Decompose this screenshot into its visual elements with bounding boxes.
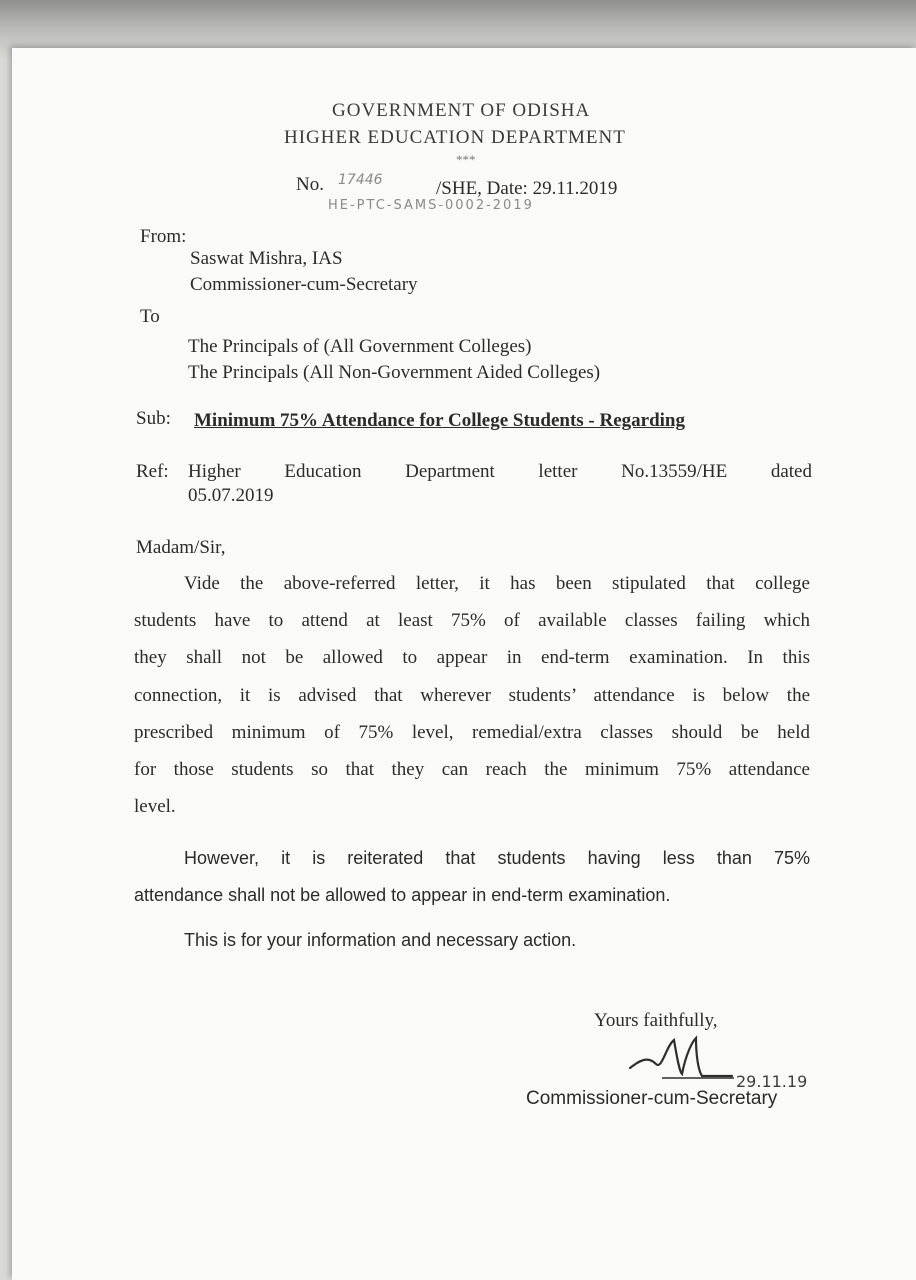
subject-text: Minimum 75% Attendance for College Students - Regarding (194, 410, 685, 431)
paragraph-1-line: level. (134, 796, 176, 818)
reference-text-line-2: 05.07.2019 (188, 485, 274, 506)
header-government: GOVERNMENT OF ODISHA (332, 100, 591, 121)
paragraph-1-line: they shall not be allowed to appear in end-term examination. In this (134, 647, 810, 669)
letter-page (12, 48, 916, 1280)
file-reference: HE-PTC-SAMS-0002-2019 (328, 198, 534, 213)
letter-number-handwritten: 17446 (338, 172, 383, 188)
from-label: From: (140, 226, 187, 247)
signatory-designation: Commissioner-cum-Secretary (526, 1088, 778, 1109)
header-department: HIGHER EDUCATION DEPARTMENT (284, 127, 626, 148)
recipient-line-2: The Principals (All Non-Government Aided Colleges) (188, 362, 601, 383)
signature-date: 29.11.19 (736, 1072, 808, 1091)
paragraph-2 (134, 840, 810, 914)
paragraph-1-line: Vide the above-referred letter, it has been stipulated that college (184, 573, 810, 594)
signature-image (622, 1034, 742, 1094)
salutation: Madam/Sir, (136, 537, 226, 558)
sender-name: Saswat Mishra, IAS (190, 248, 343, 269)
letter-date: /SHE, Date: 29.11.2019 (436, 178, 618, 199)
paragraph-2-line: attendance shall not be allowed to appear in end-term examination. (134, 885, 671, 906)
paragraph-1 (134, 565, 810, 825)
sender-designation: Commissioner-cum-Secretary (190, 274, 418, 295)
paragraph-1-line: for those students so that they can reach the minimum 75% attendance (134, 759, 810, 781)
reference-label: Ref: (136, 461, 169, 482)
paragraph-1-line: students have to attend at least 75% of available classes failing which (134, 610, 810, 632)
paragraph-1-line: connection, it is advised that wherever students’ attendance is below the (134, 684, 810, 706)
recipient-line-1: The Principals of (All Government Colleges) (188, 336, 532, 357)
letter-number-label: No. (296, 174, 324, 195)
to-label: To (140, 306, 160, 327)
paragraph-1-line: prescribed minimum of 75% level, remedial/extra classes should be held (134, 721, 810, 743)
reference-text-line-1: Higher Education Department letter No.13559/HE dated (188, 461, 812, 482)
header-separator: *** (456, 152, 476, 167)
valediction: Yours faithfully, (594, 1010, 718, 1031)
subject-label: Sub: (136, 408, 171, 429)
paragraph-3: This is for your information and necessary action. (184, 930, 577, 950)
paragraph-2-line: However, it is reiterated that students having less than 75% (184, 848, 810, 868)
